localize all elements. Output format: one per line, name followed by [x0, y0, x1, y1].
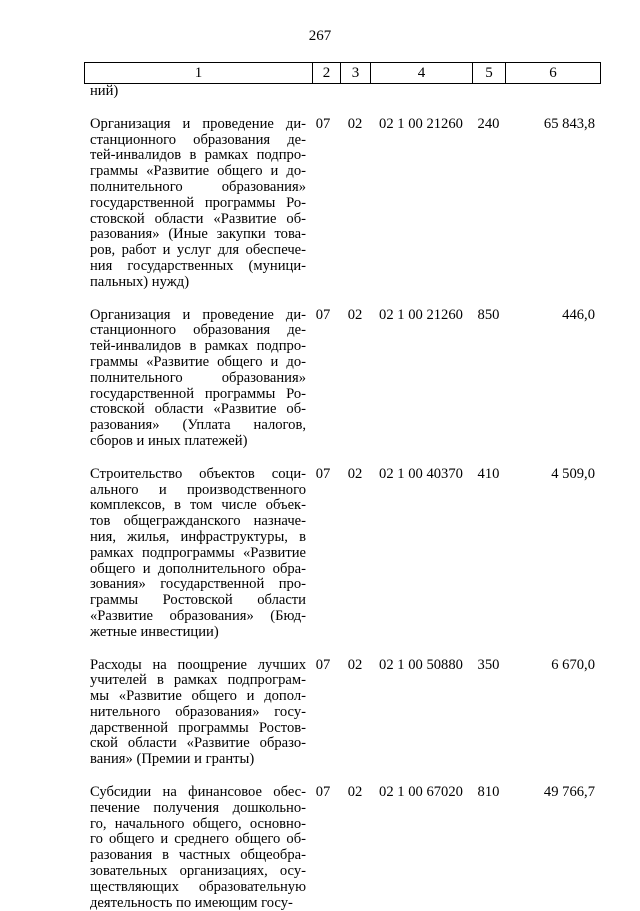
description-line: тей-инвалидов в рамках подпро- [90, 147, 306, 164]
cell-c2: 07 [315, 115, 331, 132]
continuation-row [84, 84, 600, 100]
cell-c4: 02 1 00 21260 [379, 115, 463, 132]
description-line: разования» (Иные закупки това- [90, 226, 306, 243]
description-line: ального и производственного [90, 481, 306, 498]
description-line: печение получения дошкольно- [90, 799, 306, 816]
description-line: комплексов, в том числе объек- [90, 497, 306, 514]
header-col-3: 3 [341, 63, 371, 84]
description-line: ров, работ и услуг для обеспече- [90, 242, 306, 259]
continuation-text: ний) [90, 83, 119, 99]
header-col-6: 6 [506, 63, 601, 84]
table-row [84, 467, 600, 641]
description-line: деятельность по имеющим госу- [90, 894, 293, 911]
cell-c6: 446,0 [562, 306, 595, 323]
cell-c4: 02 1 00 50880 [379, 656, 463, 673]
cell-c3: 02 [347, 656, 363, 673]
description-line: граммы «Развитие общего и до- [90, 163, 306, 180]
cell-c6: 49 766,7 [543, 784, 595, 801]
cell-c5: 850 [477, 306, 500, 323]
header-col-2: 2 [313, 63, 341, 84]
description-line: граммы Ростовской области [90, 592, 306, 609]
description-line: Субсидии на финансовое обес- [90, 784, 306, 801]
row-description [84, 785, 306, 911]
cell-c3: 02 [347, 465, 363, 482]
table-header [84, 62, 601, 84]
table-row [84, 308, 600, 450]
table-body [84, 84, 600, 911]
description-line: стовской области «Развитие об- [90, 210, 306, 227]
header-col-1: 1 [85, 63, 313, 84]
description-line: ществляющих образовательную [90, 878, 306, 895]
description-line: полнительного образования» [90, 369, 306, 386]
cell-c2: 07 [315, 465, 331, 482]
description-line: зовательных организациях, осу- [90, 863, 306, 880]
description-line: го общего и среднего общего об- [90, 831, 306, 848]
cell-c3: 02 [347, 306, 363, 323]
cell-c3: 02 [347, 115, 363, 132]
description-line: государственной программы Ро- [90, 194, 306, 211]
description-line: зования» государственной про- [90, 576, 306, 593]
description-line: го, начального общего, основно- [90, 815, 306, 832]
description-line: жетные инвестиции) [90, 623, 219, 640]
description-line: станционного образования де- [90, 131, 306, 148]
cell-c4: 02 1 00 67020 [379, 784, 463, 801]
description-line: разования» (Уплата налогов, [90, 417, 306, 434]
description-line: Строительство объектов соци- [90, 465, 306, 482]
description-line: полнительного образования» [90, 178, 306, 195]
cell-c6: 65 843,8 [543, 115, 595, 132]
cell-c4: 02 1 00 40370 [379, 465, 463, 482]
description-line: Организация и проведение ди- [90, 306, 306, 323]
description-line: ния государственных (муници- [90, 257, 306, 274]
description-line: «Развитие образования» (Бюд- [90, 607, 306, 624]
cell-c6: 4 509,0 [551, 465, 595, 482]
table-row [84, 785, 600, 911]
header-col-4: 4 [371, 63, 473, 84]
cell-c5: 240 [477, 115, 500, 132]
row-description [84, 117, 306, 291]
cell-c6: 6 670,0 [551, 656, 595, 673]
cell-c5: 810 [477, 784, 500, 801]
description-line: ской области «Развитие образо- [90, 735, 306, 752]
cell-c2: 07 [315, 306, 331, 323]
description-line: нительного образования» госу- [90, 703, 306, 720]
cell-c3: 02 [347, 784, 363, 801]
description-line: Организация и проведение ди- [90, 115, 306, 132]
description-line: тей-инвалидов в рамках подпро- [90, 338, 306, 355]
description-line: вания» (Премии и гранты) [90, 751, 255, 768]
table-row [84, 658, 600, 769]
header-col-5: 5 [473, 63, 506, 84]
description-line: стовской области «Развитие об- [90, 401, 306, 418]
description-line: пальных) нужд) [90, 273, 190, 290]
description-line: ния, жилья, инфраструктуры, в [90, 528, 306, 545]
description-line: тов общегражданского назначе- [90, 513, 306, 530]
description-line: учителей в рамках подпрограм- [90, 672, 306, 689]
cell-c2: 07 [315, 656, 331, 673]
page-number: 267 [308, 28, 332, 44]
description-line: мы «Развитие общего и допол- [90, 688, 306, 705]
description-line: Расходы на поощрение лучших [90, 656, 306, 673]
description-line: государственной программы Ро- [90, 385, 306, 402]
row-description [84, 658, 306, 769]
row-description [84, 467, 306, 641]
row-description [84, 308, 306, 450]
cell-c2: 07 [315, 784, 331, 801]
description-line: дарственной программы Ростов- [90, 719, 306, 736]
description-line: станционного образования де- [90, 322, 306, 339]
cell-c5: 350 [477, 656, 500, 673]
description-line: общего и дополнительного обра- [90, 560, 306, 577]
description-line: сборов и иных платежей) [90, 432, 248, 449]
cell-c5: 410 [477, 465, 500, 482]
cell-c4: 02 1 00 21260 [379, 306, 463, 323]
description-line: разования в частных общеобра- [90, 847, 306, 864]
table-row [84, 117, 600, 291]
description-line: граммы «Развитие общего и до- [90, 353, 306, 370]
description-line: рамках подпрограммы «Развитие [90, 544, 306, 561]
